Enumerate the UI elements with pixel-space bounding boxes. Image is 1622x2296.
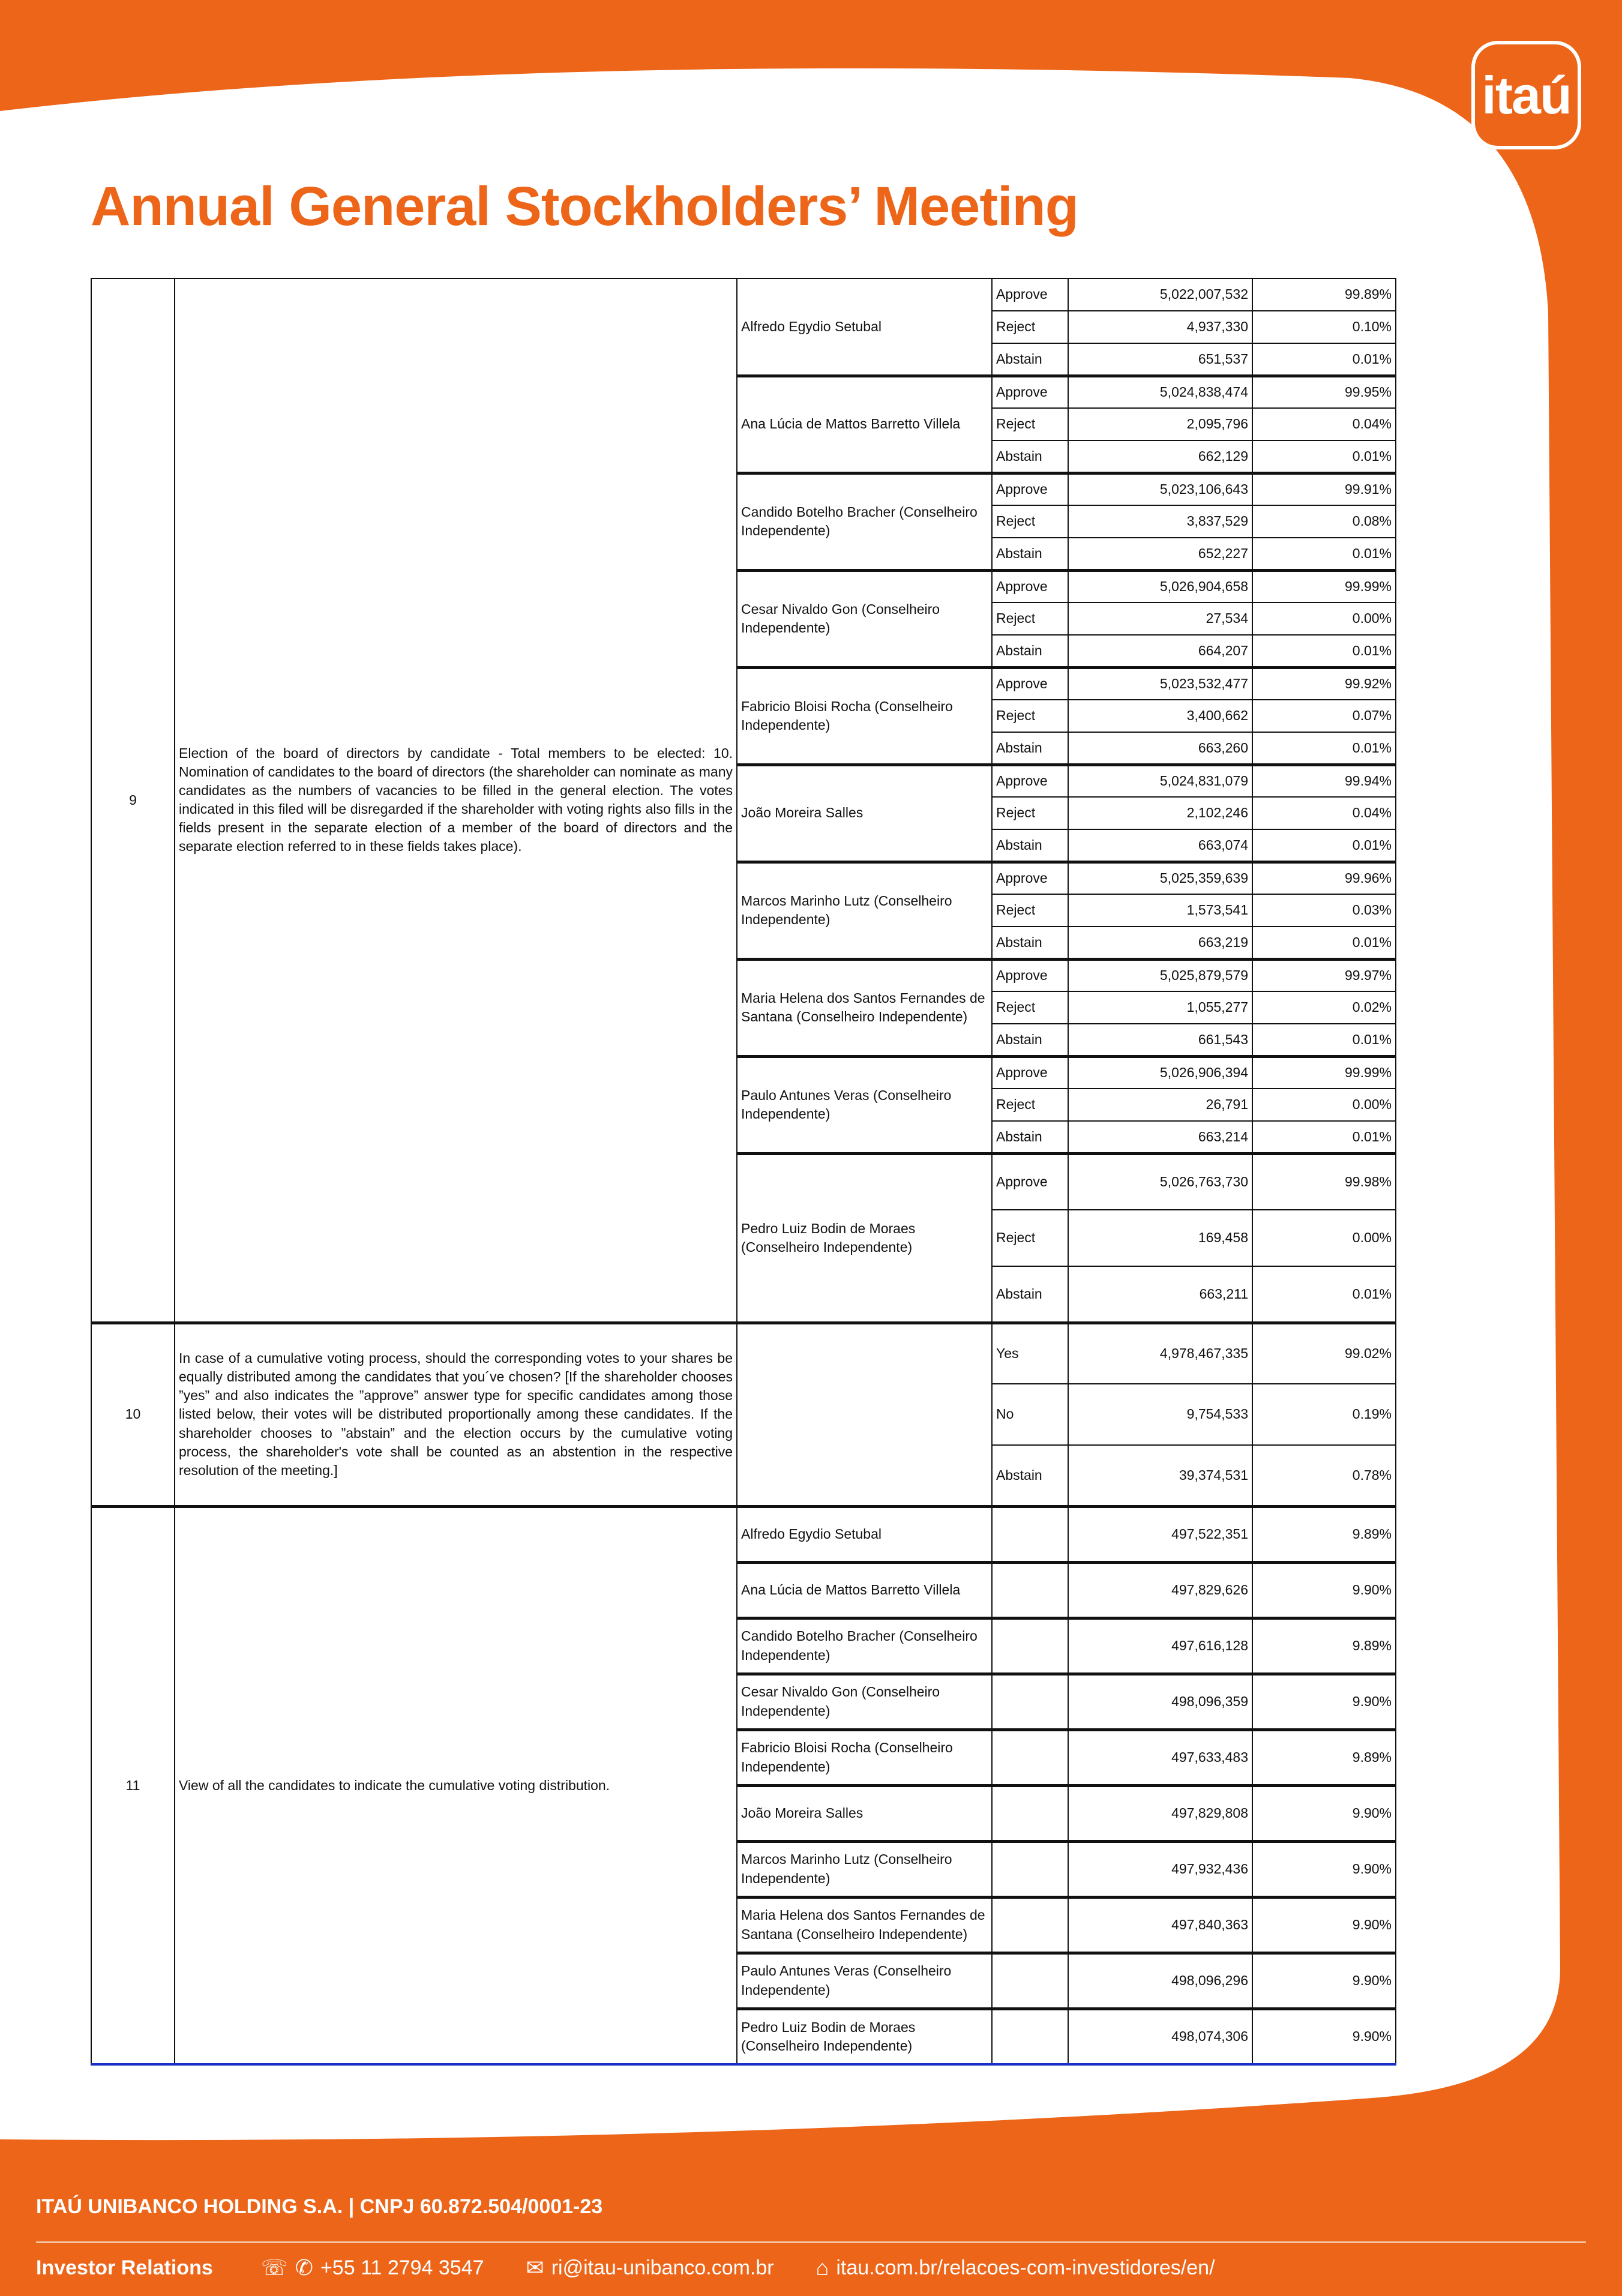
vote-option: Reject [992,408,1068,440]
vote-option: Reject [992,311,1068,343]
vote-option: Abstain [992,343,1068,376]
empty-cell [992,1897,1068,1953]
vote-percent: 0.03% [1252,894,1396,927]
vote-percent: 99.99% [1252,1056,1396,1089]
table-row [91,1323,1396,1384]
vote-option: Approve [992,667,1068,700]
empty-cell [992,1785,1068,1841]
email-icon: ✉ [526,2255,544,2280]
vote-percent: 0.00% [1252,1210,1396,1266]
footer-contacts [36,2255,1215,2280]
vote-count: 497,932,436 [1068,1841,1252,1897]
company-info: ITAÚ UNIBANCO HOLDING S.A. | CNPJ 60.872.504/0001-23 [36,2195,603,2218]
vote-count: 664,207 [1068,635,1252,667]
vote-percent: 99.94% [1252,765,1396,797]
vote-percent: 0.02% [1252,991,1396,1024]
vote-option: Approve [992,570,1068,603]
vote-count: 497,522,351 [1068,1506,1252,1562]
vote-count: 1,573,541 [1068,894,1252,927]
vote-count: 663,211 [1068,1266,1252,1323]
vote-count: 26,791 [1068,1089,1252,1121]
vote-count: 4,937,330 [1068,311,1252,343]
vote-count: 663,260 [1068,732,1252,765]
empty-cell [992,2009,1068,2064]
vote-count: 9,754,533 [1068,1384,1252,1445]
vote-percent: 0.01% [1252,927,1396,959]
vote-percent: 9.90% [1252,1785,1396,1841]
vote-percent: 0.00% [1252,1089,1396,1121]
vote-percent: 0.78% [1252,1445,1396,1506]
voting-results-table [91,278,1396,2066]
candidate-name: Pedro Luiz Bodin de Moraes (Conselheiro Independente) [737,1153,992,1323]
item-description: Election of the board of directors by candidate - Total members to be elected: 10. Nomination of candidates to the board of directors (the shareholder can nominate as many candidates as the numbers of vacancies to be filled in the general election. The votes indicated in this filed will be disregarded if the shareholder with voting rights also fills in the fields present in the separate election of a member of the board of directors and the separate election referred to in these fields takes place). [175,278,737,1323]
vote-percent: 99.97% [1252,959,1396,991]
vote-percent: 0.01% [1252,732,1396,765]
vote-count: 5,023,532,477 [1068,667,1252,700]
vote-percent: 99.02% [1252,1323,1396,1384]
candidate-name: Candido Botelho Bracher (Conselheiro Independente) [737,473,992,570]
vote-option: Abstain [992,1121,1068,1153]
vote-option: Abstain [992,635,1068,667]
vote-option: Yes [992,1323,1068,1384]
table-row [91,278,1396,311]
phone-icon: ☏ [260,2255,288,2280]
candidate-name: Cesar Nivaldo Gon (Conselheiro Independente) [737,1674,992,1730]
vote-percent: 99.91% [1252,473,1396,505]
vote-percent: 9.90% [1252,1562,1396,1618]
empty-cell [992,1562,1068,1618]
vote-option: Reject [992,797,1068,829]
vote-count: 3,400,662 [1068,700,1252,732]
vote-count: 497,616,128 [1068,1618,1252,1674]
candidate-name: Maria Helena dos Santos Fernandes de Santana (Conselheiro Independente) [737,1897,992,1953]
item-number: 10 [91,1323,175,1506]
candidate-name: Cesar Nivaldo Gon (Conselheiro Independente) [737,570,992,667]
candidate-name: Marcos Marinho Lutz (Conselheiro Independente) [737,862,992,959]
vote-percent: 9.89% [1252,1506,1396,1562]
vote-percent: 0.01% [1252,1024,1396,1056]
vote-count: 498,096,296 [1068,1953,1252,2009]
vote-count: 652,227 [1068,538,1252,570]
vote-count: 5,025,879,579 [1068,959,1252,991]
vote-option: Reject [992,1089,1068,1121]
vote-option: Reject [992,603,1068,635]
vote-count: 651,537 [1068,343,1252,376]
vote-count: 497,829,626 [1068,1562,1252,1618]
candidate-name: Candido Botelho Bracher (Conselheiro Independente) [737,1618,992,1674]
vote-option: Reject [992,894,1068,927]
candidate-name: Maria Helena dos Santos Fernandes de Santana (Conselheiro Independente) [737,959,992,1056]
vote-count: 663,219 [1068,927,1252,959]
vote-option: Abstain [992,829,1068,862]
empty-cell [992,1730,1068,1785]
vote-count: 1,055,277 [1068,991,1252,1024]
vote-percent: 9.89% [1252,1618,1396,1674]
vote-percent: 0.07% [1252,700,1396,732]
vote-option: Approve [992,1056,1068,1089]
candidate-name: Ana Lúcia de Mattos Barretto Villela [737,376,992,473]
logo-text: itaú [1482,65,1571,125]
vote-count: 663,074 [1068,829,1252,862]
vote-percent: 9.90% [1252,2009,1396,2064]
vote-count: 5,025,359,639 [1068,862,1252,894]
vote-count: 5,026,904,658 [1068,570,1252,603]
phone-number[interactable]: +55 11 2794 3547 [320,2256,484,2279]
vote-option: Approve [992,278,1068,311]
candidate-name: Paulo Antunes Veras (Conselheiro Independente) [737,1056,992,1153]
item-number: 11 [91,1506,175,2064]
vote-count: 39,374,531 [1068,1445,1252,1506]
vote-count: 5,026,906,394 [1068,1056,1252,1089]
vote-percent: 9.90% [1252,1897,1396,1953]
vote-count: 663,214 [1068,1121,1252,1153]
vote-count: 5,026,763,730 [1068,1153,1252,1210]
vote-percent: 0.19% [1252,1384,1396,1445]
vote-percent: 0.01% [1252,343,1396,376]
vote-option: Approve [992,959,1068,991]
vote-count: 661,543 [1068,1024,1252,1056]
candidate-name: Fabricio Bloisi Rocha (Conselheiro Independente) [737,1730,992,1785]
empty-cell [737,1323,992,1506]
empty-cell [992,1618,1068,1674]
footer-divider [36,2241,1586,2243]
vote-percent: 99.99% [1252,570,1396,603]
vote-option: Reject [992,991,1068,1024]
vote-count: 498,074,306 [1068,2009,1252,2064]
vote-count: 2,102,246 [1068,797,1252,829]
vote-option: Abstain [992,927,1068,959]
vote-percent: 9.90% [1252,1841,1396,1897]
vote-option: Approve [992,376,1068,408]
vote-count: 497,633,483 [1068,1730,1252,1785]
vote-option: Approve [992,473,1068,505]
vote-option: Abstain [992,1266,1068,1323]
vote-percent: 99.95% [1252,376,1396,408]
vote-option: Approve [992,765,1068,797]
vote-percent: 99.96% [1252,862,1396,894]
vote-count: 4,978,467,335 [1068,1323,1252,1384]
table-row [91,1506,1396,1562]
item-description: In case of a cumulative voting process, should the corresponding votes to your shares be equally distributed among the candidates that you´ve chosen? [If the shareholder chooses ”yes” and also indicates the ”approve” answer type for specific candidates among those listed below, their votes will be distributed proportionally among these candidates. If the shareholder chooses to ”abstain” and the election occurs by the cumulative voting process, the shareholder's vote shall be counted as an abstention in the respective resolution of the meeting.] [175,1323,737,1506]
vote-option: Abstain [992,732,1068,765]
vote-option: Reject [992,505,1068,538]
vote-count: 497,829,808 [1068,1785,1252,1841]
empty-cell [992,1674,1068,1730]
vote-percent: 99.89% [1252,278,1396,311]
vote-percent: 0.01% [1252,538,1396,570]
vote-percent: 9.89% [1252,1730,1396,1785]
vote-option: Reject [992,700,1068,732]
vote-count: 662,129 [1068,440,1252,473]
vote-count: 3,837,529 [1068,505,1252,538]
itau-logo [1471,41,1581,149]
email-link[interactable]: ri@itau-unibanco.com.br [551,2256,774,2279]
empty-cell [992,1506,1068,1562]
candidate-name: Ana Lúcia de Mattos Barretto Villela [737,1562,992,1618]
vote-percent: 0.08% [1252,505,1396,538]
vote-option: No [992,1384,1068,1445]
candidate-name: Marcos Marinho Lutz (Conselheiro Independente) [737,1841,992,1897]
vote-count: 498,096,359 [1068,1674,1252,1730]
vote-count: 2,095,796 [1068,408,1252,440]
candidate-name: Alfredo Egydio Setubal [737,1506,992,1562]
vote-percent: 9.90% [1252,1953,1396,2009]
vote-option: Approve [992,1153,1068,1210]
vote-option: Abstain [992,1445,1068,1506]
website-link[interactable]: itau.com.br/relacoes-com-investidores/en/ [836,2256,1215,2279]
vote-option: Abstain [992,1024,1068,1056]
item-number: 9 [91,278,175,1323]
candidate-name: Paulo Antunes Veras (Conselheiro Independente) [737,1953,992,2009]
candidate-name: Fabricio Bloisi Rocha (Conselheiro Independente) [737,667,992,765]
vote-percent: 0.01% [1252,1121,1396,1153]
vote-count: 5,024,838,474 [1068,376,1252,408]
candidate-name: João Moreira Salles [737,765,992,862]
page-title: Annual General Stockholders’ Meeting [91,176,1078,237]
empty-cell [992,1841,1068,1897]
whatsapp-icon: ✆ [295,2255,313,2280]
investor-relations-label: Investor Relations [36,2256,213,2279]
vote-percent: 9.90% [1252,1674,1396,1730]
vote-option: Abstain [992,440,1068,473]
vote-count: 5,023,106,643 [1068,473,1252,505]
empty-cell [992,1953,1068,2009]
vote-percent: 99.98% [1252,1153,1396,1210]
vote-option: Abstain [992,538,1068,570]
vote-count: 169,458 [1068,1210,1252,1266]
vote-percent: 0.04% [1252,797,1396,829]
vote-percent: 0.01% [1252,440,1396,473]
vote-percent: 0.10% [1252,311,1396,343]
vote-percent: 0.01% [1252,1266,1396,1323]
vote-option: Approve [992,862,1068,894]
vote-count: 5,024,831,079 [1068,765,1252,797]
home-icon: ⌂ [816,2255,829,2280]
vote-option: Reject [992,1210,1068,1266]
item-description: View of all the candidates to indicate the cumulative voting distribution. [175,1506,737,2064]
vote-percent: 0.00% [1252,603,1396,635]
vote-count: 497,840,363 [1068,1897,1252,1953]
vote-percent: 0.01% [1252,829,1396,862]
vote-percent: 0.01% [1252,635,1396,667]
candidate-name: João Moreira Salles [737,1785,992,1841]
candidate-name: Alfredo Egydio Setubal [737,278,992,376]
vote-count: 5,022,007,532 [1068,278,1252,311]
candidate-name: Pedro Luiz Bodin de Moraes (Conselheiro Independente) [737,2009,992,2064]
vote-percent: 0.04% [1252,408,1396,440]
vote-count: 27,534 [1068,603,1252,635]
vote-percent: 99.92% [1252,667,1396,700]
